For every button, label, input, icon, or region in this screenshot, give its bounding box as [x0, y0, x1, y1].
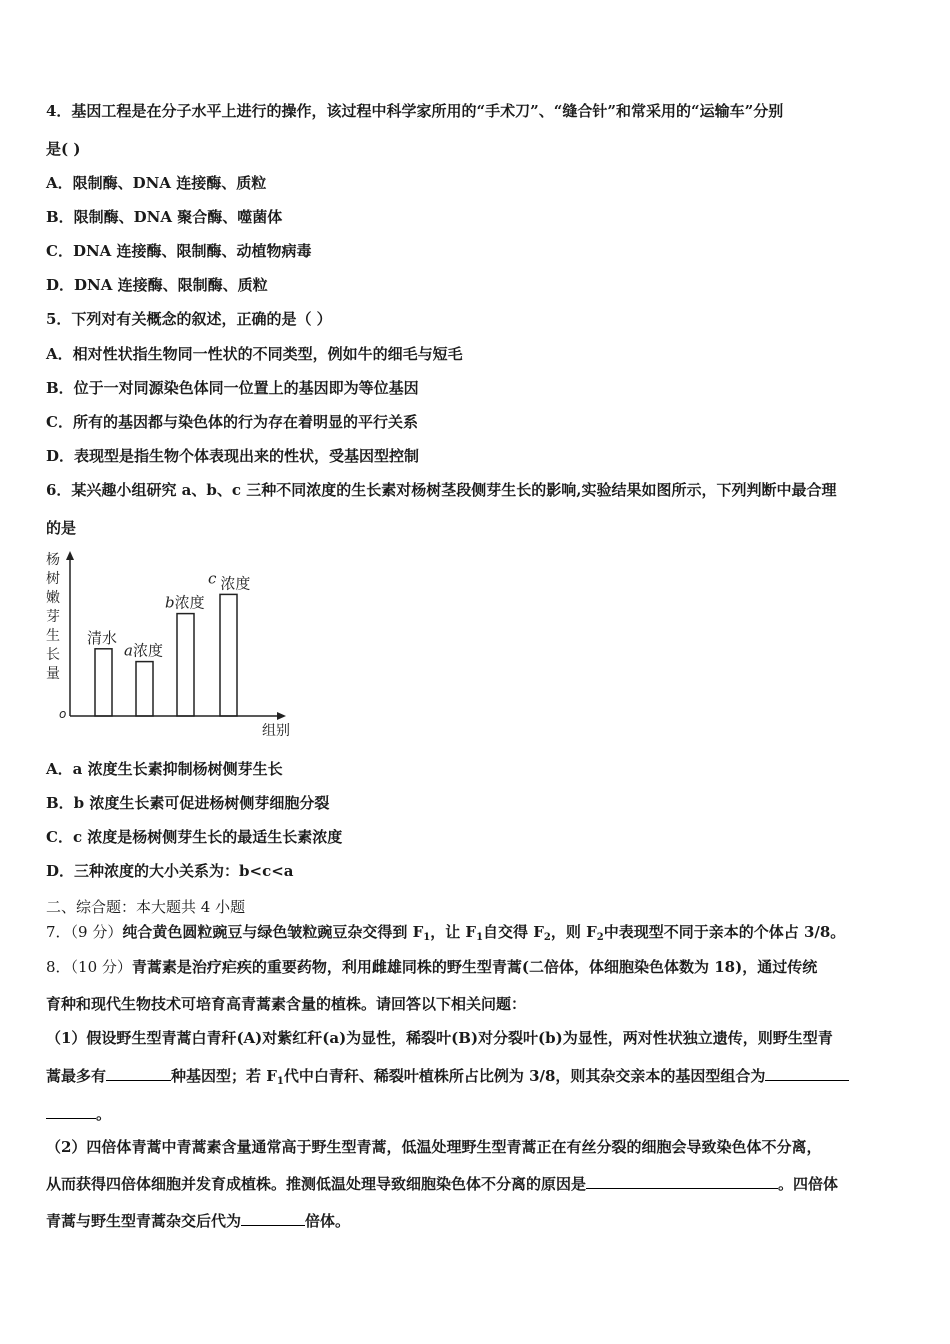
chart-bar-label: a浓度: [124, 641, 163, 660]
chart-y-arrow: [66, 551, 74, 560]
answer-blank-genotype-count[interactable]: [106, 1066, 171, 1081]
answer-blank-ploidy[interactable]: [241, 1211, 305, 1226]
q7-part4: ，则 F: [550, 923, 597, 941]
chart-origin-label: o: [59, 707, 67, 721]
answer-blank-parent-genotype-cont[interactable]: [46, 1104, 96, 1119]
q5-option-a: A．相对性状指生物同一性状的不同类型，例如牛的细毛与短毛: [46, 345, 463, 363]
chart-bar-label: 清水: [87, 628, 118, 647]
q8-part2-text3: 青蒿与野生型青蒿杂交后代为: [46, 1212, 242, 1230]
chart-x-axis-label: 组别: [262, 723, 290, 739]
q4-option-d: D．DNA 连接酶、限制酶、质粒: [46, 276, 268, 294]
q8-part1-text3: 代中白青秆、稀裂叶植株所占比例为 3/8，则其杂交亲本的基因型组合为: [283, 1067, 766, 1085]
q6-option-c: C．c 浓度是杨树侧芽生长的最适生长素浓度: [46, 828, 343, 846]
q7-text: [46, 922, 845, 942]
q6-option-d: D．三种浓度的大小关系为：b<c<a: [46, 862, 294, 880]
q8-stem-line1: [46, 957, 817, 977]
q7-part3: 自交得 F: [483, 923, 544, 941]
q4-option-c: C．DNA 连接酶、限制酶、动植物病毒: [46, 242, 312, 260]
growth-chart: [40, 548, 310, 744]
q8-part1-line1: （1）假设野生型青蒿白青秆(A)对紫红秆(a)为显性，稀裂叶(B)对分裂叶(b)为显性，两对性状独立遗传，则野生型青: [46, 1029, 833, 1047]
q6-option-a: A．a 浓度生长素抑制杨树侧芽生长: [46, 760, 283, 778]
q7-sub2: 1: [476, 932, 484, 943]
chart-y-label-char: 芽: [46, 609, 60, 625]
q8-part2-text1: 从而获得四倍体细胞并发育成植株。推测低温处理导致细胞染色体不分离的原因是: [46, 1175, 587, 1193]
answer-blank-parent-genotype[interactable]: [765, 1066, 849, 1081]
q6-stem-line1: 6．某兴趣小组研究 a、b、c 三种不同浓度的生长素对杨树茎段侧芽生长的影响,实验结果如图所示，下列判断中最合理: [46, 481, 837, 499]
chart-x-arrow: [277, 712, 286, 720]
q8-part2-line3: [46, 1211, 350, 1231]
q7-sub1: 1: [423, 932, 431, 943]
q5-stem: 5．下列对有关概念的叙述，正确的是（ ）: [46, 310, 332, 328]
section-heading: 二、综合题：本大题共 4 小题: [46, 898, 246, 916]
q7-part1: 纯合黄色圆粒豌豆与绿色皱粒豌豆杂交得到 F: [122, 923, 424, 941]
q8-part2-line1: （2）四倍体青蒿中青蒿素含量通常高于野生型青蒿，低温处理野生型青蒿正在有丝分裂的细胞会导致染色体不分离，: [46, 1138, 822, 1156]
q8-part1-line3: [46, 1104, 111, 1124]
q8-part1-line2: [46, 1066, 849, 1086]
chart-bar-label: b浓度: [165, 593, 205, 612]
q7-number: 7．（9 分）: [46, 923, 123, 941]
q7-sub4: 2: [596, 932, 604, 943]
chart-bar-label: c 浓度: [208, 569, 251, 593]
q5-option-c: C．所有的基因都与染色体的行为存在着明显的平行关系: [46, 413, 418, 431]
q4-stem-line1: 4．基因工程是在分子水平上进行的操作，该过程中科学家所用的“手术刀”、“缝合针”和常采用的“运输车”分别: [46, 102, 784, 120]
chart-y-axis-label: [46, 551, 60, 682]
q8-part1-end: 。: [96, 1105, 112, 1123]
q8-part1-sub: 1: [276, 1076, 284, 1087]
q4-stem-line2: 是( ): [46, 140, 81, 158]
chart-y-label-char: 树: [46, 571, 60, 587]
q5-option-b: B．位于一对同源染色体同一位置上的基因即为等位基因: [46, 379, 419, 397]
chart-bar: [177, 614, 194, 716]
q4-option-a: A．限制酶、DNA 连接酶、质粒: [46, 174, 267, 192]
chart-bar: [220, 594, 237, 716]
q6-option-b: B．b 浓度生长素可促进杨树侧芽细胞分裂: [46, 794, 330, 812]
chart-y-label-char: 嫩: [46, 590, 60, 606]
q8-part1-text2: 种基因型；若 F: [171, 1067, 277, 1085]
chart-y-label-char: 生: [46, 628, 60, 644]
q6-stem-line2: 的是: [46, 519, 77, 537]
q8-stem-text: 青蒿素是治疗疟疾的重要药物，利用雌雄同株的野生型青蒿(二倍体，体细胞染色体数为 18)，通过传统: [131, 958, 818, 976]
answer-blank-low-temp-reason[interactable]: [586, 1174, 778, 1189]
q7-part5: 中表现型不同于亲本的个体占 3/8。: [603, 923, 846, 941]
chart-y-label-char: 长: [46, 647, 60, 663]
q7-sub3: 2: [543, 932, 551, 943]
chart-y-label-char: 杨: [46, 552, 60, 568]
q8-part2-text4: 倍体。: [305, 1212, 351, 1230]
q8-part2-line2: [46, 1174, 838, 1194]
q8-part1-text1: 蒿最多有: [46, 1067, 107, 1085]
chart-y-label-char: 量: [46, 666, 60, 682]
q7-part2: ，让 F: [430, 923, 477, 941]
q8-part2-text2: 。四倍体: [778, 1175, 839, 1193]
q4-option-b: B．限制酶、DNA 聚合酶、噬菌体: [46, 208, 283, 226]
q8-stem-line2: 育种和现代生物技术可培育高青蒿素含量的植株。请回答以下相关问题：: [46, 995, 527, 1013]
chart-bar: [136, 662, 153, 716]
chart-bar: [95, 649, 112, 716]
q8-number: 8．（10 分）: [46, 958, 132, 976]
q5-option-d: D．表现型是指生物个体表现出来的性状，受基因型控制: [46, 447, 420, 465]
